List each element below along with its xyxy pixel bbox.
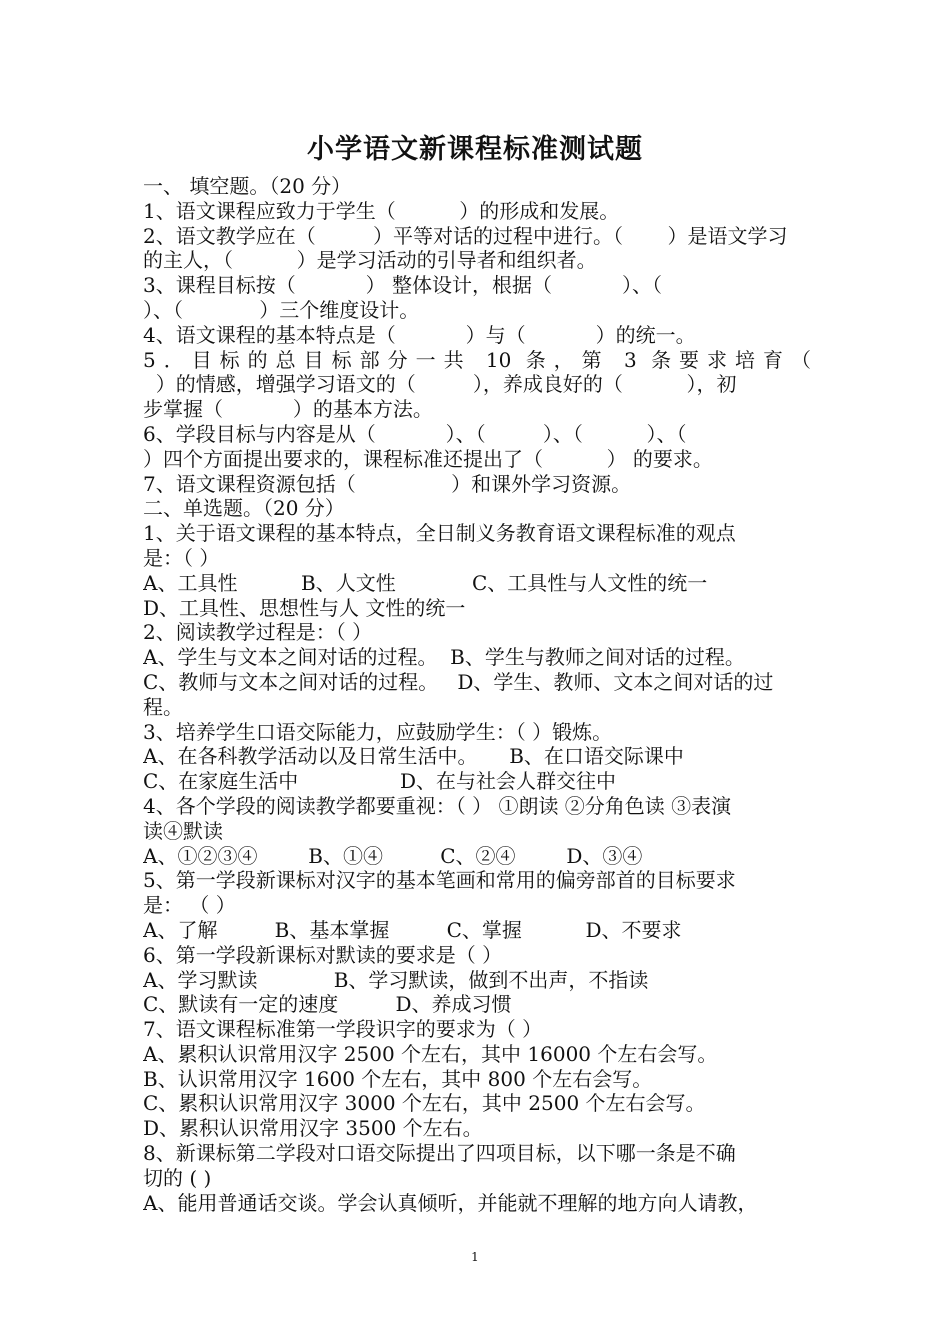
text-line: A、学习默读 B、学习默读，做到不出声，不指读 — [143, 967, 649, 992]
text-line: 4、语文课程的基本特点是（ ）与（ ）的统一。 — [143, 322, 696, 347]
text-line: 二、单选题。（20 分） — [143, 496, 345, 521]
text-line: 7、语文课程资源包括（ ）和课外学习资源。 — [143, 471, 632, 496]
text-line: 3、培养学生口语交际能力，应鼓励学生：（ ）锻炼。 — [143, 719, 613, 744]
text-line: A、了解 B、基本掌握 C、掌握 D、不要求 — [143, 917, 682, 942]
document-body — [143, 174, 811, 1215]
text-line: 2、语文教学应在（ ）平等对话的过程中进行。（ ）是语文学习 — [143, 223, 788, 248]
text-line: D、累积认识常用汉字 3500 个左右。 — [143, 1116, 483, 1141]
text-line: A、①②③④ B、①④ C、②④ D、③④ — [143, 843, 643, 868]
page-title: 小学语文新课程标准测试题 — [307, 134, 643, 165]
text-line: 切的 ( ) — [143, 1165, 212, 1190]
page-number: 1 — [471, 1250, 479, 1264]
text-line: A、学生与文本之间对话的过程。 B、学生与教师之间对话的过程。 — [143, 645, 745, 670]
text-line: 8、新课标第二学段对口语交际提出了四项目标，以下哪一条是不确 — [143, 1141, 736, 1166]
text-line: A、工具性 B、人文性 C、工具性与人文性的统一 — [143, 570, 708, 595]
text-line: A、能用普通话交谈。学会认真倾听，并能就不理解的地方向人请教， — [143, 1190, 758, 1215]
text-line: 1、关于语文课程的基本特点，全日制义务教育语文课程标准的观点 — [143, 521, 736, 546]
text-line: 的主人，（ ）是学习活动的引导者和组织者。 — [143, 248, 597, 273]
text-line: ）、（ ）三个维度设计。 — [143, 297, 420, 322]
text-line: 6、第一学段新课标对默读的要求是（ ） — [143, 942, 503, 967]
text-line: 5、第一学段新课标对汉字的基本笔画和常用的偏旁部首的目标要求 — [143, 868, 736, 893]
text-line: 程。 — [143, 694, 183, 719]
text-line: 1、语文课程应致力于学生（ ）的形成和发展。 — [143, 198, 620, 223]
text-line: 读④默读 — [143, 818, 223, 843]
text-line: 7、语文课程标准第一学段识字的要求为（ ） — [143, 1017, 543, 1042]
text-line: B、认识常用汉字 1600 个左右，其中 800 个左右会写。 — [143, 1066, 653, 1091]
text-line: 是： （ ） — [143, 893, 236, 918]
text-line: 2、阅读教学过程是：（ ） — [143, 620, 373, 645]
text-line: 5．目标的总目标部分一共 10 条，第 3 条要求培育（ — [143, 347, 811, 372]
text-line: C、在家庭生活中 D、在与社会人群交往中 — [143, 769, 617, 794]
text-line: A、累积认识常用汉字 2500 个左右，其中 16000 个左右会写。 — [143, 1041, 718, 1066]
text-line: ）的情感，增强学习语文的（ ），养成良好的（ ），初 — [143, 372, 737, 397]
text-line: 步掌握（ ）的基本方法。 — [143, 397, 433, 422]
text-line: ）四个方面提出要求的，课程标准还提出了（ ） 的要求。 — [143, 446, 713, 471]
text-line: A、在各科教学活动以及日常生活中。 B、在口语交际课中 — [143, 744, 684, 769]
text-line: 6、学段目标与内容是从（ ）、（ ）、（ ）、（ — [143, 421, 687, 446]
text-line: C、默读有一定的速度 D、养成习惯 — [143, 992, 512, 1017]
text-line: 3、课程目标按（ ） 整体设计，根据（ ）、（ — [143, 273, 662, 298]
text-line: D、工具性、思想性与人 文性的统一 — [143, 595, 466, 620]
text-line: 4、各个学段的阅读教学都要重视：（ ） ①朗读 ②分角色读 ③表演 — [143, 793, 732, 818]
text-line: C、教师与文本之间对话的过程。 D、学生、教师、文本之间对话的过 — [143, 669, 774, 694]
text-line: C、累积认识常用汉字 3000 个左右，其中 2500 个左右会写。 — [143, 1091, 706, 1116]
text-line: 一、 填空题。（20 分） — [143, 174, 352, 198]
text-line: 是：（ ） — [143, 545, 220, 570]
